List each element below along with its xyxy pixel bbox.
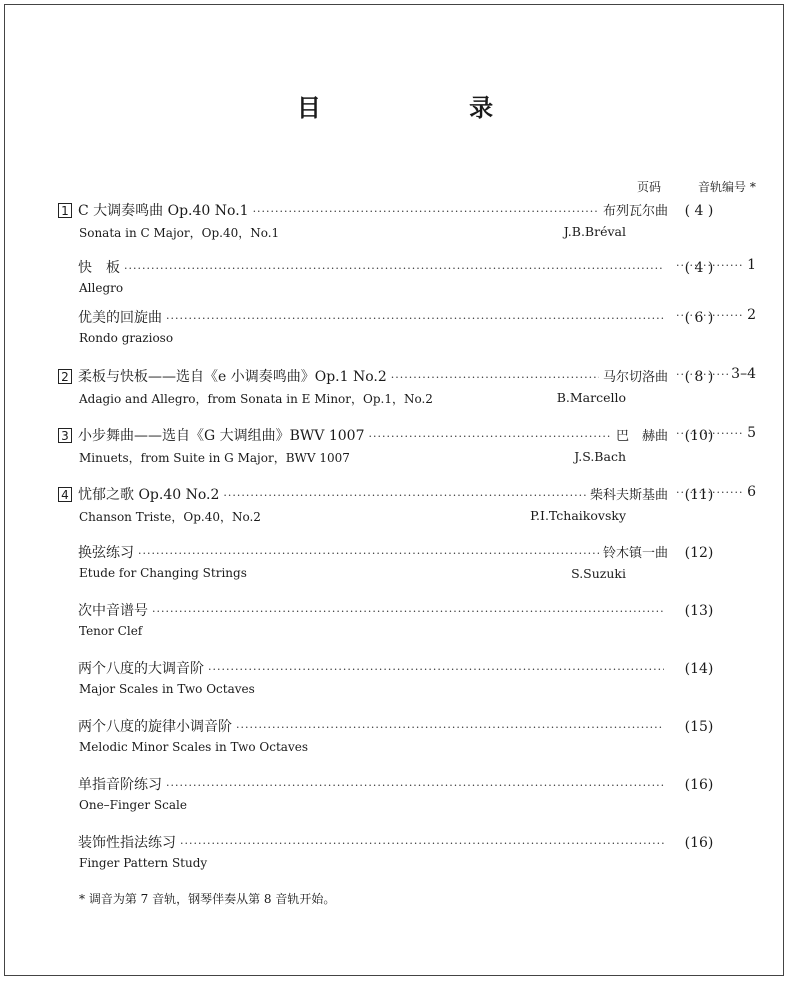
entry-track-number: 2: [747, 307, 756, 323]
entry-track-number: 6: [747, 484, 756, 500]
entry-title-zh: 小步舞曲——选自《G 大调组曲》BWV 1007: [78, 428, 365, 444]
footnote: * 调音为第 7 音轨，钢琴伴奏从第 8 音轨开始。: [79, 892, 336, 906]
toc-entry-main-line: [58, 257, 730, 277]
entry-number-box: 1: [58, 203, 72, 218]
entry-track-number: 1: [747, 257, 756, 273]
entry-page-number: (16): [684, 835, 714, 851]
entry-composer-en: J.B.Bréval: [563, 224, 626, 239]
toc-entry-main-line: [58, 774, 730, 794]
entry-title-en: Sonata in C Major，Op.40，No.1: [79, 226, 280, 240]
entry-title-en: Etude for Changing Strings: [79, 566, 247, 580]
entry-track: [676, 307, 756, 327]
entry-track-number: 5: [747, 425, 756, 441]
track-leader-dots: [676, 368, 728, 381]
toc-entry-main-line: [58, 600, 730, 620]
toc-entry-main-line: [58, 484, 730, 504]
entry-title-en: Chanson Triste，Op.40，No.2: [79, 510, 261, 524]
leader-dots: [166, 779, 664, 792]
entry-page-number: ( 4 ): [684, 260, 714, 276]
toc-entry-main-line: [58, 200, 730, 220]
leader-dots: [223, 489, 586, 502]
entry-track-number: 3–4: [731, 366, 756, 382]
leader-dots: [369, 430, 612, 443]
entry-page-number: ( 8 ): [684, 369, 714, 385]
entry-title-zh: 优美的回旋曲: [78, 310, 162, 326]
entry-title-zh: 次中音谱号: [78, 603, 148, 619]
track-number-header: 音轨编号 *: [698, 180, 756, 194]
leader-dots: [391, 371, 599, 384]
entry-page-number: (13): [684, 603, 714, 619]
track-leader-dots: [676, 259, 744, 272]
entry-title-en: Adagio and Allegro，from Sonata in E Minor，Op.1，No.2: [79, 392, 433, 406]
entry-title-en: Minuets，from Suite in G Major，BWV 1007: [79, 451, 350, 465]
entry-composer-en: J.S.Bach: [574, 449, 626, 464]
toc-entry-main-line: [58, 832, 730, 852]
entry-page-number: (14): [684, 661, 714, 677]
track-leader-dots: [676, 486, 744, 499]
entry-composer-zh: 铃木镇一曲: [602, 546, 668, 561]
entry-page-number: (15): [684, 719, 714, 735]
toc-entry-main-line: [58, 366, 730, 386]
leader-dots: [152, 605, 664, 618]
entry-title-zh: 柔板与快板——选自《e 小调奏鸣曲》Op.1 No.2: [78, 369, 387, 385]
toc-entry-main-line: [58, 658, 730, 678]
entry-title-en: Rondo grazioso: [79, 331, 174, 345]
entry-title-zh: 装饰性指法练习: [78, 835, 176, 851]
entry-page-number: (16): [684, 777, 714, 793]
entry-composer-zh: 马尔切洛曲: [602, 370, 668, 385]
entry-track: [676, 484, 756, 504]
toc-entry-main-line: [58, 716, 730, 736]
entry-composer-zh: 柴科夫斯基曲: [589, 488, 668, 503]
page-number-header: 页码: [637, 180, 662, 194]
entry-title-en: Allegro: [79, 281, 124, 295]
leader-dots: [208, 663, 664, 676]
entry-title-zh: 忧郁之歌 Op.40 No.2: [78, 487, 220, 503]
leader-dots: [138, 547, 599, 560]
entry-composer-en: S.Suzuki: [571, 566, 626, 581]
entry-title-en: Melodic Minor Scales in Two Octaves: [79, 740, 308, 754]
leader-dots: [236, 721, 664, 734]
entry-track: [676, 425, 756, 445]
entry-page-number: ( 4 ): [684, 203, 714, 219]
entry-title-en: Finger Pattern Study: [79, 856, 208, 870]
entry-title-zh: 换弦练习: [78, 545, 134, 561]
entry-title-en: Major Scales in Two Octaves: [79, 682, 255, 696]
entry-number-box: 4: [58, 487, 72, 502]
entry-composer-zh: 巴 赫曲: [615, 429, 668, 444]
entry-title-en: One–Finger Scale: [79, 798, 187, 812]
track-leader-dots: [676, 309, 744, 322]
leader-dots: [253, 205, 599, 218]
entry-composer-en: B.Marcello: [556, 390, 626, 405]
entry-page-number: ( 6 ): [684, 310, 714, 326]
leader-dots: [180, 837, 664, 850]
toc-entry-main-line: [58, 307, 730, 327]
entry-title-en: Tenor Clef: [79, 624, 143, 638]
entry-composer-zh: 布列瓦尔曲: [602, 204, 668, 219]
entry-number-box: 3: [58, 428, 72, 443]
toc-entry-main-line: [58, 425, 730, 445]
entry-title-zh: C 大调奏鸣曲 Op.40 No.1: [78, 203, 249, 219]
entry-page-number: (12): [684, 545, 714, 561]
entry-title-zh: 快 板: [78, 260, 120, 276]
entry-track: [676, 366, 756, 386]
page-title: 目 录: [296, 94, 564, 122]
entry-page-number: (11): [684, 487, 714, 503]
entry-title-zh: 两个八度的大调音阶: [78, 661, 204, 677]
entry-track: [676, 257, 756, 277]
entry-number-box: 2: [58, 369, 72, 384]
track-leader-dots: [676, 427, 744, 440]
leader-dots: [124, 262, 664, 275]
entry-title-zh: 单指音阶练习: [78, 777, 162, 793]
leader-dots: [166, 312, 664, 325]
entry-composer-en: P.I.Tchaikovsky: [530, 508, 626, 523]
entry-title-zh: 两个八度的旋律小调音阶: [78, 719, 232, 735]
entry-page-number: (10): [684, 428, 714, 444]
toc-entry-main-line: [58, 542, 730, 562]
